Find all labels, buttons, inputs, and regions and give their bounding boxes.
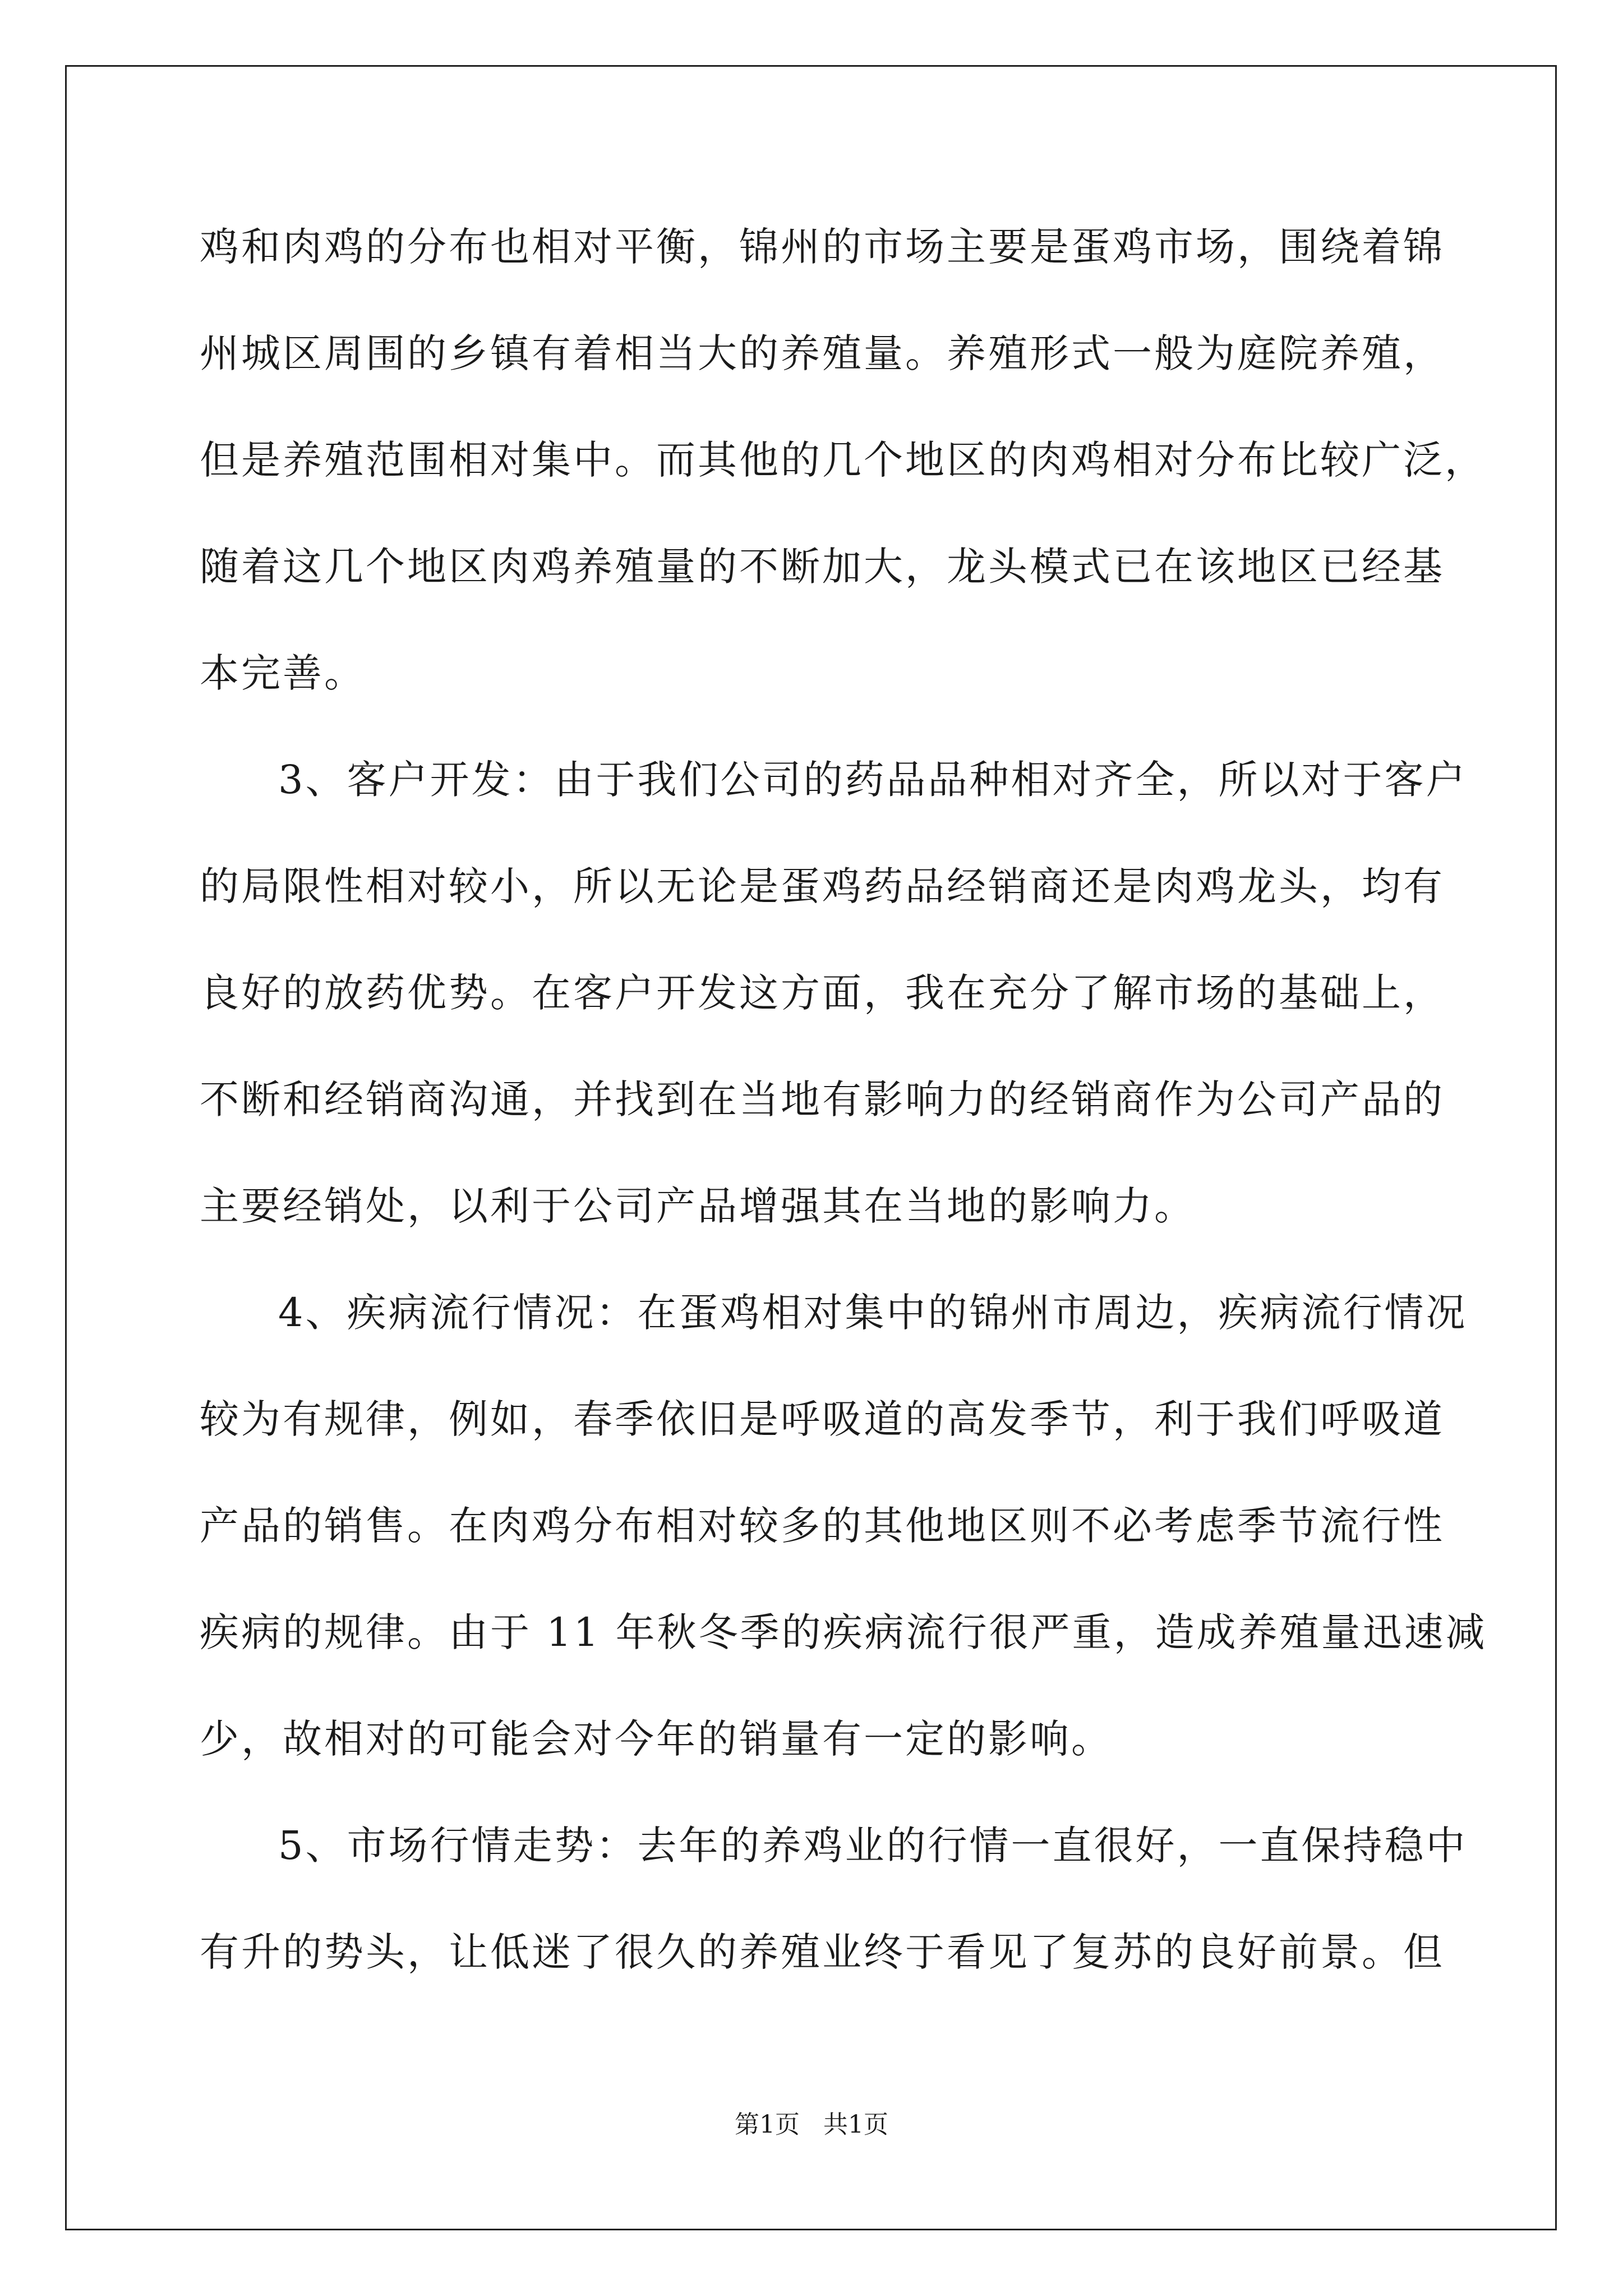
text-line: 随着这几个地区肉鸡养殖量的不断加大，龙头模式已在该地区已经基 (200, 544, 1445, 590)
page-footer: 第1页 共1页 (735, 2110, 888, 2139)
text-line: 较为有规律，例如，春季依旧是呼吸道的高发季节，利于我们呼吸道 (200, 1396, 1445, 1442)
text-line: 良好的放药优势。在客户开发这方面，我在充分了解市场的基础上， (200, 970, 1445, 1016)
paragraph-heading-line: 5、市场行情走势：去年的养鸡业的行情一直很好，一直保持稳中 (278, 1823, 1468, 1869)
text-line: 主要经销处，以利于公司产品增强其在当地的影响力。 (200, 1183, 1196, 1229)
document-body (200, 213, 1487, 2025)
text-line: 州城区周围的乡镇有着相当大的养殖量。养殖形式一般为庭院养殖， (200, 330, 1445, 376)
text-line: 产品的销售。在肉鸡分布相对较多的其他地区则不必考虑季节流行性 (200, 1503, 1445, 1549)
paragraph-heading-line: 4、疾病流行情况：在蛋鸡相对集中的锦州市周边，疾病流行情况 (278, 1290, 1468, 1336)
text-line: 鸡和肉鸡的分布也相对平衡，锦州的市场主要是蛋鸡市场，围绕着锦 (200, 224, 1445, 270)
text-line: 疾病的规律。由于 11 年秋冬季的疾病流行很严重，造成养殖量迅速减 (200, 1609, 1487, 1655)
text-line: 有升的势头，让低迷了很久的养殖业终于看见了复苏的良好前景。但 (200, 1929, 1445, 1975)
paragraph-heading-line: 3、客户开发：由于我们公司的药品品种相对齐全，所以对于客户 (278, 757, 1468, 803)
text-line: 本完善。 (200, 650, 366, 696)
text-line: 的局限性相对较小，所以无论是蛋鸡药品经销商还是肉鸡龙头，均有 (200, 863, 1445, 909)
text-line: 但是养殖范围相对集中。而其他的几个地区的肉鸡相对分布比较广泛， (200, 437, 1486, 483)
text-line: 少，故相对的可能会对今年的销量有一定的影响。 (200, 1716, 1113, 1762)
text-line: 不断和经销商沟通，并找到在当地有影响力的经销商作为公司产品的 (200, 1076, 1445, 1122)
